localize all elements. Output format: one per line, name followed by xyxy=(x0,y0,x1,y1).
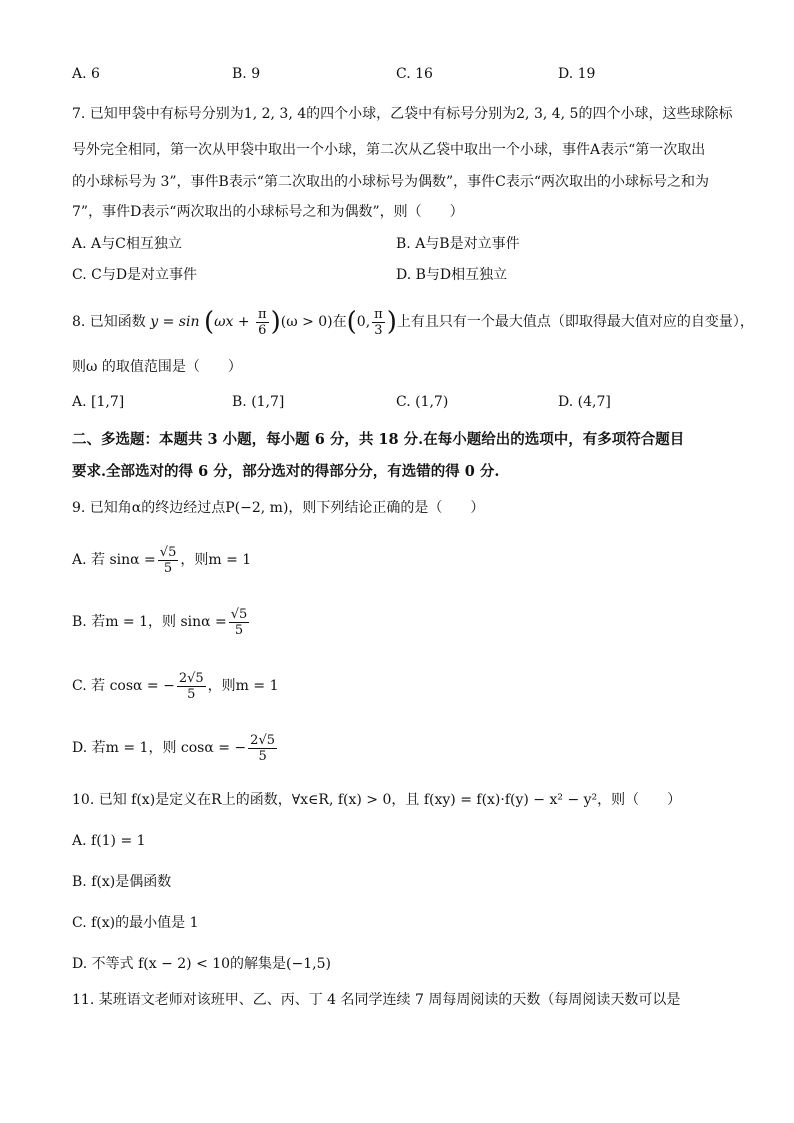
q11-stem: 11. 某班语文老师对该班甲、乙、丙、丁 4 名同学连续 7 周每周阅读的天数（每周阅读天数可以是 xyxy=(72,992,681,1008)
q8-interval-left: 0, xyxy=(356,314,371,330)
q9-a-num: √5 xyxy=(159,544,177,560)
section2-heading-line1: 二、多选题：本题共 3 小题，每小题 6 分，共 18 分.在每小题给出的选项中，有多项符合题目 xyxy=(72,431,685,448)
q9-a-post: ，则m = 1 xyxy=(180,552,252,568)
q10-option-c: C. f(x)的最小值是 1 xyxy=(72,915,199,931)
q10-option-a: A. f(1) = 1 xyxy=(72,833,146,849)
q8-pi2: π xyxy=(374,306,383,322)
q9-a-den: 5 xyxy=(163,560,173,576)
q7-option-a: A. A与C相互独立 xyxy=(72,236,182,252)
q7-stem-line2: 号外完全相同，第一次从甲袋中取出一个小球，第二次从乙袋中取出一个小球，事件A表示“第一次取出 xyxy=(72,142,706,158)
section2-heading-line2: 要求.全部选对的得 6 分，部分选对的得部分分，有选错的得 0 分. xyxy=(72,463,500,480)
q6-option-c: C. 16 xyxy=(396,66,433,82)
q9-d-num: 2√5 xyxy=(250,732,275,748)
q9-b-num: √5 xyxy=(230,606,248,622)
q8-pi: π xyxy=(258,306,267,322)
q8-option-d: D. (4,7] xyxy=(558,394,611,410)
q7-stem-line3: 的小球标号为 3”，事件B表示“第二次取出的小球标号为偶数”，事件C表示“两次取出的小球标号之和为 xyxy=(72,174,709,190)
q7-stem-line1: 7. 已知甲袋中有标号分别为1, 2, 3, 4的四个小球，乙袋中有标号分别为2, 3, 4, 5的四个小球，这些球除标 xyxy=(72,106,733,122)
q10-stem: 10. 已知 f(x)是定义在R上的函数，∀x∈R, f(x) > 0，且 f(xy) = f(x)·f(y) − x² − y²，则（ ） xyxy=(72,792,682,808)
q9-c-frac xyxy=(177,671,206,702)
q7-option-b: B. A与B是对立事件 xyxy=(396,236,520,252)
q9-option-c xyxy=(72,666,279,706)
q9-d-den: 5 xyxy=(258,748,267,764)
q8-arg: ωx + xyxy=(214,314,250,330)
q8-int-open: ( xyxy=(346,307,357,337)
q9-b-pre: B. 若m = 1，则 sinα = xyxy=(72,614,227,630)
q8-three: 3 xyxy=(374,322,383,338)
q8-cond: (ω > 0)在 xyxy=(280,314,347,330)
q8-paren-open: ( xyxy=(203,307,215,337)
q8-stem-line2: 则ω 的取值范围是（ ） xyxy=(72,359,242,375)
q8-option-a: A. [1,7] xyxy=(72,394,125,410)
q8-suffix: 上有且只有一个最大值点（即取得最大值对应的自变量）， xyxy=(396,314,754,330)
q7-option-d: D. B与D相互独立 xyxy=(396,267,508,283)
q8-pi-over-6 xyxy=(256,307,269,338)
q9-b-den: 5 xyxy=(234,622,244,638)
q9-b-frac xyxy=(229,607,250,638)
q9-option-a xyxy=(72,540,251,580)
q10-option-b: B. f(x)是偶函数 xyxy=(72,874,172,890)
q9-option-d xyxy=(72,728,279,768)
q7-stem-line4: 7”，事件D表示“两次取出的小球标号之和为偶数”，则（ ） xyxy=(72,204,464,220)
q8-prefix: 8. 已知函数 xyxy=(72,314,146,330)
q9-a-pre: A. 若 sinα = xyxy=(72,552,156,568)
q8-six: 6 xyxy=(258,322,267,338)
q9-a-frac xyxy=(158,545,179,576)
q9-c-den: 5 xyxy=(187,686,196,702)
q6-option-d: D. 19 xyxy=(558,66,596,82)
q8-int-close: ) xyxy=(386,307,397,337)
q8-option-c: C. (1,7) xyxy=(396,394,449,410)
q7-option-c: C. C与D是对立事件 xyxy=(72,267,198,283)
q6-option-a: A. 6 xyxy=(72,66,100,82)
q9-d-pre: D. 若m = 1，则 cosα = − xyxy=(72,740,247,756)
q8-option-b: B. (1,7] xyxy=(232,394,285,410)
q9-c-pre: C. 若 cosα = − xyxy=(72,678,175,694)
q9-stem: 9. 已知角α的终边经过点P(−2, m)，则下列结论正确的是（ ） xyxy=(72,500,485,516)
q9-c-post: ，则m = 1 xyxy=(207,678,279,694)
q8-pi-over-3 xyxy=(372,307,385,338)
q10-option-d: D. 不等式 f(x − 2) < 10的解集是(−1,5) xyxy=(72,956,331,972)
q8-paren-close: ) xyxy=(270,307,281,337)
q9-c-num: 2√5 xyxy=(178,670,204,686)
q9-option-b xyxy=(72,602,251,642)
q8-stem-line1 xyxy=(72,304,754,340)
q9-d-frac xyxy=(248,733,277,764)
q6-option-b: B. 9 xyxy=(232,66,261,82)
q8-func: y = sin xyxy=(150,314,200,330)
